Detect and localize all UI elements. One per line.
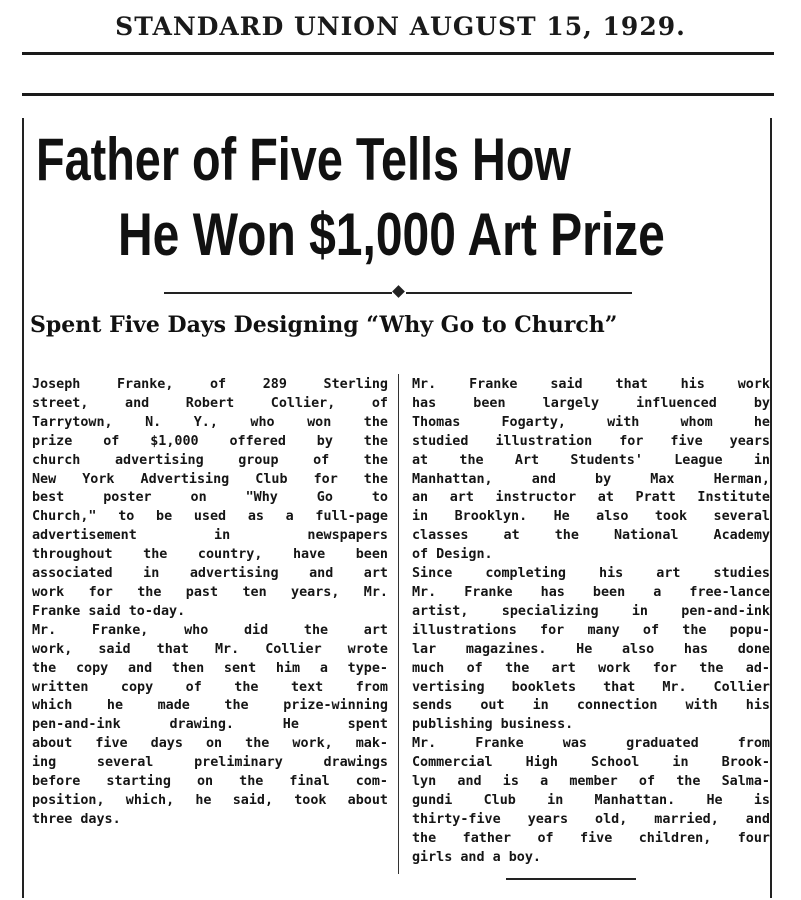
article-text-line: three days.: [32, 811, 121, 827]
article-text-line: much of the art work for the ad-: [412, 660, 770, 676]
article-text-line: street, and Robert Collier, of: [32, 395, 388, 411]
subheadline: Spent Five Days Designing “Why Go to Church”: [30, 312, 618, 338]
article-text-line: in Brooklyn. He also took several: [412, 509, 770, 525]
article-text-line: Thomas Fogarty, with whom he: [412, 414, 770, 430]
article-text-line: advertisement in newspapers: [32, 528, 388, 544]
article-text-line: Manhattan, and by Max Herman,: [412, 471, 770, 487]
masthead-dateline: STANDARD UNION AUGUST 15, 1929.: [115, 12, 686, 41]
article-column-left: [32, 376, 388, 830]
article-text-line: has been largely influenced by: [412, 395, 770, 411]
masthead-top-rule: [22, 52, 774, 55]
article-text-line: the father of five children, four: [412, 830, 770, 846]
article-text-line: before starting on the final com-: [32, 774, 388, 790]
article-text-line: Since completing his art studies: [412, 566, 770, 582]
article-text-line: associated in advertising and art: [32, 566, 388, 582]
article-end-rule: [506, 878, 636, 880]
column-separator: [398, 374, 399, 874]
article-text-line: sends out in connection with his: [412, 698, 770, 714]
article-text-line: which he made the prize-winning: [32, 698, 388, 714]
article-text-line: artist, specializing in pen-and-ink: [412, 603, 770, 619]
article-text-line: work, said that Mr. Collier wrote: [32, 641, 388, 657]
article-text-line: publishing business.: [412, 717, 574, 733]
article-text-line: Franke said to-day.: [32, 603, 186, 619]
article-text-line: an art instructor at Pratt Institute: [412, 490, 770, 506]
article-text-line: Mr. Franke was graduated from: [412, 736, 770, 752]
article-text-line: written copy of the text from: [32, 679, 388, 695]
article-text-line: gundi Club in Manhattan. He is: [412, 792, 770, 808]
article-text-line: Church," to be used as a full-page: [32, 509, 388, 525]
article-text-line: Tarrytown, N. Y., who won the: [32, 414, 388, 430]
article-text-line: work for the past ten years, Mr.: [32, 584, 388, 600]
article-column-right: [412, 376, 770, 868]
article-text-line: of Design.: [412, 547, 493, 563]
article-text-line: Commercial High School in Brook-: [412, 755, 770, 771]
article-text-line: Joseph Franke, of 289 Sterling: [32, 377, 388, 392]
article-text-line: best poster on "Why Go to: [32, 490, 388, 506]
article-text-line: Mr. Franke, who did the art: [32, 622, 388, 638]
article-text-line: New York Advertising Club for the: [32, 471, 388, 487]
headline-divider-right: [406, 292, 632, 294]
article-text-line: about five days on the work, mak-: [32, 736, 388, 752]
article-text-line: classes at the National Academy: [412, 528, 770, 544]
article-text-line: ing several preliminary drawings: [32, 755, 388, 771]
article-text-line: Mr. Franke has been a free-lance: [412, 584, 770, 600]
article-text-line: pen-and-ink drawing. He spent: [32, 717, 388, 733]
article-text-line: at the Art Students' League in: [412, 452, 770, 468]
headline-line-1: Father of Five Tells How: [36, 126, 571, 193]
article-text-line: prize of $1,000 offered by the: [32, 433, 388, 449]
article-text-line: the copy and then sent him a type-: [32, 660, 388, 676]
article-text-line: position, which, he said, took about: [32, 792, 388, 808]
headline-line-2: He Won $1,000 Art Prize: [118, 201, 665, 268]
article-text-line: illustrations for many of the popu-: [412, 622, 770, 638]
article-text-line: throughout the country, have been: [32, 547, 388, 563]
article-text-line: lar magazines. He also has done: [412, 641, 770, 657]
article-text-line: girls and a boy.: [412, 849, 541, 865]
article-text-line: church advertising group of the: [32, 452, 388, 468]
headline-divider-left: [164, 292, 392, 294]
article-text-line: studied illustration for five years: [412, 433, 770, 449]
masthead-bottom-rule: [22, 93, 774, 96]
article-text-line: thirty-five years old, married, and: [412, 811, 770, 827]
article-text-line: lyn and is a member of the Salma-: [412, 774, 770, 790]
article-text-line: vertising booklets that Mr. Collier: [412, 679, 770, 695]
article-text-line: Mr. Franke said that his work: [412, 377, 770, 392]
